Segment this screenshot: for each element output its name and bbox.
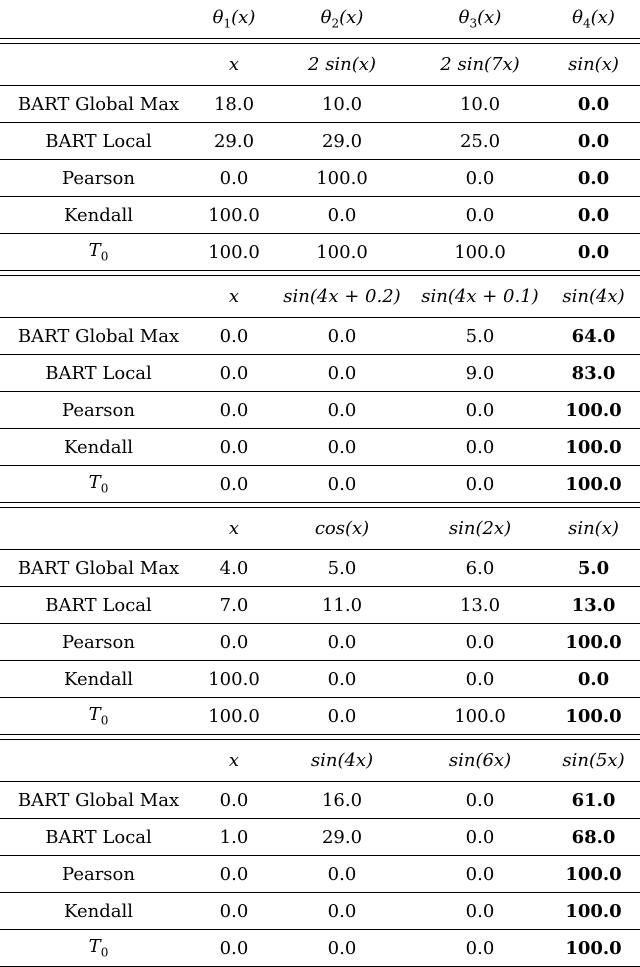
value-cell: 0.0 xyxy=(271,429,413,466)
header-theta1-symbol: θ xyxy=(212,7,224,29)
value-cell: 4.0 xyxy=(197,550,271,587)
value-cell: 100.0 xyxy=(271,160,413,197)
value-cell: 100.0 xyxy=(547,893,640,930)
value-cell: 0.0 xyxy=(413,160,547,197)
function-row xyxy=(0,276,640,318)
value-cell: 10.0 xyxy=(271,86,413,123)
method-label: Kendall xyxy=(0,429,197,466)
table-row xyxy=(0,355,640,392)
value-cell: 0.0 xyxy=(271,624,413,661)
value-cell: 5.0 xyxy=(413,318,547,355)
function-cell: x xyxy=(228,518,240,539)
value-cell: 1.0 xyxy=(197,819,271,856)
function-row xyxy=(0,508,640,550)
table-row xyxy=(0,123,640,160)
value-cell: 0.0 xyxy=(413,624,547,661)
method-label xyxy=(0,930,197,967)
function-cell: sin(4x + 0.2) xyxy=(283,286,401,307)
value-cell: 0.0 xyxy=(547,661,640,698)
function-cell: sin(x) xyxy=(568,518,619,539)
value-cell: 0.0 xyxy=(271,930,413,967)
method-label: Kendall xyxy=(0,893,197,930)
function-cell: sin(6x) xyxy=(448,750,512,771)
tau-symbol: T xyxy=(88,936,101,958)
method-label: Kendall xyxy=(0,197,197,234)
method-label xyxy=(0,234,197,271)
method-label: BART Global Max xyxy=(0,782,197,819)
value-cell: 0.0 xyxy=(413,661,547,698)
header-theta4-arg: (x) xyxy=(590,7,615,29)
value-cell: 100.0 xyxy=(413,234,547,271)
table-row xyxy=(0,466,640,503)
value-cell: 13.0 xyxy=(413,587,547,624)
method-label: Pearson xyxy=(0,856,197,893)
value-cell: 0.0 xyxy=(413,466,547,503)
value-cell: 100.0 xyxy=(547,392,640,429)
value-cell: 61.0 xyxy=(547,782,640,819)
table-row xyxy=(0,160,640,197)
method-label: Pearson xyxy=(0,392,197,429)
value-cell: 0.0 xyxy=(197,624,271,661)
table-row xyxy=(0,856,640,893)
table-row xyxy=(0,782,640,819)
value-cell: 0.0 xyxy=(271,392,413,429)
value-cell: 68.0 xyxy=(547,819,640,856)
table-row xyxy=(0,234,640,271)
value-cell: 0.0 xyxy=(413,392,547,429)
function-cell: sin(5x) xyxy=(562,750,625,771)
value-cell: 0.0 xyxy=(547,123,640,160)
value-cell: 100.0 xyxy=(547,930,640,967)
function-row xyxy=(0,740,640,782)
value-cell: 100.0 xyxy=(197,661,271,698)
value-cell: 0.0 xyxy=(271,856,413,893)
method-label xyxy=(0,698,197,735)
value-cell: 29.0 xyxy=(271,819,413,856)
function-cell: x xyxy=(228,286,240,307)
method-label: Pearson xyxy=(0,160,197,197)
value-cell: 100.0 xyxy=(547,624,640,661)
header-theta3-symbol: θ xyxy=(458,7,470,29)
function-cell: sin(4x) xyxy=(310,750,374,771)
value-cell: 0.0 xyxy=(413,930,547,967)
tau-subscript: 0 xyxy=(100,713,109,728)
header-theta2-arg: (x) xyxy=(339,7,364,29)
value-cell: 29.0 xyxy=(197,123,271,160)
value-cell: 0.0 xyxy=(271,197,413,234)
value-cell: 0.0 xyxy=(197,355,271,392)
value-cell: 100.0 xyxy=(271,234,413,271)
value-cell: 0.0 xyxy=(271,318,413,355)
function-cell: sin(4x) xyxy=(562,286,625,307)
value-cell: 100.0 xyxy=(197,197,271,234)
value-cell: 10.0 xyxy=(413,86,547,123)
function-row xyxy=(0,44,640,86)
function-row-blank-cell xyxy=(0,508,197,550)
header-theta1-arg: (x) xyxy=(231,7,256,29)
value-cell: 100.0 xyxy=(547,466,640,503)
value-cell: 0.0 xyxy=(547,160,640,197)
method-label xyxy=(0,466,197,503)
method-label: BART Local xyxy=(0,819,197,856)
method-label: BART Global Max xyxy=(0,86,197,123)
value-cell: 100.0 xyxy=(547,698,640,735)
value-cell: 83.0 xyxy=(547,355,640,392)
function-row-blank-cell xyxy=(0,276,197,318)
function-cell: cos(x) xyxy=(314,518,370,539)
table-row xyxy=(0,86,640,123)
tau-subscript: 0 xyxy=(100,481,109,496)
value-cell: 0.0 xyxy=(413,819,547,856)
tau-symbol: T xyxy=(88,472,101,494)
table-row xyxy=(0,197,640,234)
table-row xyxy=(0,587,640,624)
function-row-blank-cell xyxy=(0,740,197,782)
method-label: BART Local xyxy=(0,587,197,624)
function-cell: x xyxy=(228,54,240,75)
table-row xyxy=(0,550,640,587)
value-cell: 0.0 xyxy=(271,355,413,392)
value-cell: 100.0 xyxy=(547,856,640,893)
tau-subscript: 0 xyxy=(100,249,109,264)
method-label: Kendall xyxy=(0,661,197,698)
header-theta1 xyxy=(197,0,271,39)
header-theta3-arg: (x) xyxy=(477,7,502,29)
header-theta3-subscript: 3 xyxy=(469,16,478,31)
value-cell: 25.0 xyxy=(413,123,547,160)
header-theta2 xyxy=(271,0,413,39)
table-row xyxy=(0,624,640,661)
value-cell: 0.0 xyxy=(271,466,413,503)
value-cell: 0.0 xyxy=(197,429,271,466)
table-row xyxy=(0,318,640,355)
value-cell: 0.0 xyxy=(413,856,547,893)
header-theta2-subscript: 2 xyxy=(331,16,340,31)
value-cell: 0.0 xyxy=(197,392,271,429)
header-theta4 xyxy=(547,0,640,39)
value-cell: 0.0 xyxy=(547,234,640,271)
value-cell: 0.0 xyxy=(271,698,413,735)
value-cell: 0.0 xyxy=(197,160,271,197)
method-label: Pearson xyxy=(0,624,197,661)
value-cell: 0.0 xyxy=(413,893,547,930)
value-cell: 100.0 xyxy=(413,698,547,735)
header-row xyxy=(0,0,640,39)
table-row xyxy=(0,893,640,930)
value-cell: 100.0 xyxy=(197,234,271,271)
value-cell: 0.0 xyxy=(547,86,640,123)
function-cell: sin(4x + 0.1) xyxy=(421,286,539,307)
header-theta4-symbol: θ xyxy=(572,7,583,29)
value-cell: 0.0 xyxy=(413,782,547,819)
function-cell: 2 sin(7x) xyxy=(440,54,520,75)
value-cell: 0.0 xyxy=(547,197,640,234)
function-cell: sin(2x) xyxy=(448,518,512,539)
value-cell: 0.0 xyxy=(197,930,271,967)
method-label: BART Local xyxy=(0,355,197,392)
header-theta1-subscript: 1 xyxy=(223,16,232,31)
value-cell: 64.0 xyxy=(547,318,640,355)
header-theta3 xyxy=(413,0,547,39)
value-cell: 0.0 xyxy=(197,318,271,355)
header-blank-cell xyxy=(0,0,197,39)
value-cell: 100.0 xyxy=(197,698,271,735)
table-row xyxy=(0,392,640,429)
method-label: BART Global Max xyxy=(0,550,197,587)
value-cell: 0.0 xyxy=(197,782,271,819)
value-cell: 0.0 xyxy=(271,893,413,930)
value-cell: 100.0 xyxy=(547,429,640,466)
function-cell: x xyxy=(228,750,240,771)
table-row xyxy=(0,930,640,967)
table-row xyxy=(0,661,640,698)
value-cell: 18.0 xyxy=(197,86,271,123)
tau-symbol: T xyxy=(88,704,101,726)
value-cell: 11.0 xyxy=(271,587,413,624)
value-cell: 0.0 xyxy=(413,197,547,234)
tau-subscript: 0 xyxy=(100,945,109,960)
tau-symbol: T xyxy=(88,240,101,262)
value-cell: 16.0 xyxy=(271,782,413,819)
function-row-blank-cell xyxy=(0,44,197,86)
header-theta2-symbol: θ xyxy=(320,7,332,29)
table-row xyxy=(0,429,640,466)
value-cell: 6.0 xyxy=(413,550,547,587)
table-row xyxy=(0,819,640,856)
value-cell: 9.0 xyxy=(413,355,547,392)
value-cell: 0.0 xyxy=(413,429,547,466)
value-cell: 5.0 xyxy=(547,550,640,587)
value-cell: 29.0 xyxy=(271,123,413,160)
header-theta4-subscript: 4 xyxy=(583,16,591,31)
value-cell: 13.0 xyxy=(547,587,640,624)
method-label: BART Global Max xyxy=(0,318,197,355)
value-cell: 0.0 xyxy=(197,466,271,503)
value-cell: 5.0 xyxy=(271,550,413,587)
value-cell: 0.0 xyxy=(197,893,271,930)
method-label: BART Local xyxy=(0,123,197,160)
function-cell: 2 sin(x) xyxy=(308,54,376,75)
table-row xyxy=(0,698,640,735)
function-cell: sin(x) xyxy=(568,54,619,75)
value-cell: 0.0 xyxy=(271,661,413,698)
value-cell: 7.0 xyxy=(197,587,271,624)
value-cell: 0.0 xyxy=(197,856,271,893)
